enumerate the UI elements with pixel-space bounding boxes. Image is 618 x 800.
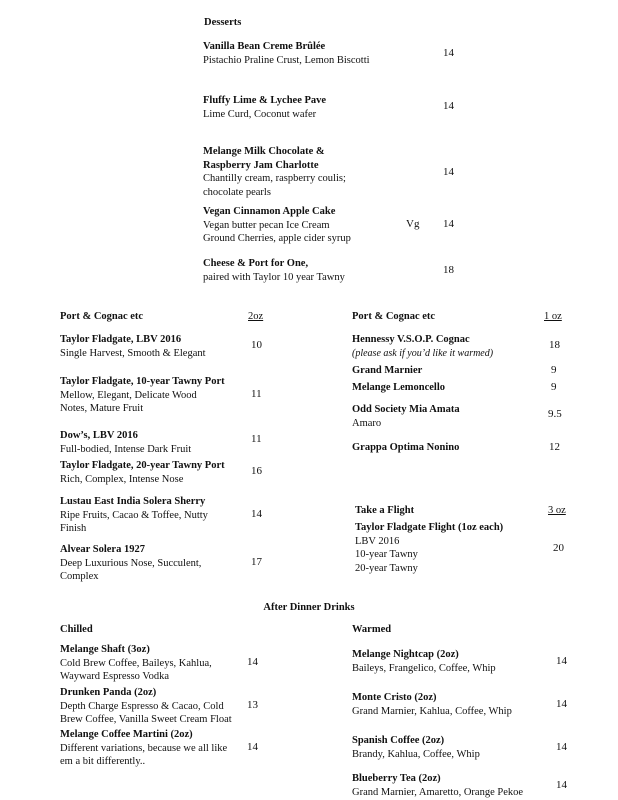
- port-price: 16: [251, 465, 262, 477]
- spirit-item: [352, 333, 493, 360]
- drink-name: Spanish Coffee (2oz): [352, 735, 445, 746]
- dessert-desc: Lime Curd, Coconut wafer: [203, 108, 317, 120]
- dessert-price: 14: [443, 166, 454, 178]
- port-price: 11: [251, 388, 262, 400]
- drink-price: 14: [247, 741, 258, 753]
- drink-price: 14: [556, 698, 567, 710]
- dessert-desc: Vegan butter pecan Ice Cream: [203, 219, 330, 231]
- flight-price: 20: [553, 542, 564, 554]
- warmed-heading: Warmed: [352, 624, 392, 635]
- port-desc: Notes, Mature Fruit: [60, 403, 144, 414]
- port-desc: Complex: [60, 571, 99, 582]
- drink-item: [352, 734, 480, 761]
- drink-price: 14: [556, 779, 567, 791]
- port-left-size: 2oz: [248, 311, 264, 322]
- spirit-price: 9.5: [548, 408, 562, 420]
- port-item: [60, 459, 225, 486]
- dessert-name: Vegan Cinnamon Apple Cake: [203, 206, 336, 217]
- port-desc: Full-bodied, Intense Dark Fruit: [60, 443, 192, 455]
- port-right-heading: Port & Cognac etc: [352, 311, 436, 322]
- flight-line: 10-year Tawny: [355, 549, 418, 560]
- port-price: 11: [251, 433, 262, 445]
- port-price: 10: [251, 339, 262, 351]
- drink-desc: em a bit differently..: [60, 756, 146, 767]
- dessert-name: Cheese & Port for One,: [203, 258, 309, 269]
- drink-item: [60, 686, 232, 727]
- dessert-desc: chocolate pearls: [203, 186, 271, 198]
- spirit-price: 9: [551, 364, 557, 376]
- dessert-desc: Ground Cherries, apple cider syrup: [203, 233, 351, 244]
- drink-item: [60, 728, 227, 769]
- dessert-name: Melange Milk Chocolate &: [203, 146, 325, 157]
- dessert-item: [203, 94, 326, 121]
- spirit-name: Odd Society Mia Amata: [352, 404, 460, 415]
- port-price: 14: [251, 508, 262, 520]
- drink-desc: Grand Marnier, Kahlua, Coffee, Whip: [352, 705, 512, 717]
- drink-desc: Different variations, because we all like: [60, 742, 228, 754]
- flight-line: LBV 2016: [355, 535, 400, 547]
- port-desc: Ripe Fruits, Cacao & Toffee, Nutty: [60, 509, 208, 521]
- port-left-heading: Port & Cognac etc: [60, 311, 144, 322]
- dessert-item: [203, 145, 346, 199]
- drink-desc: Cold Brew Coffee, Baileys, Kahlua,: [60, 657, 212, 669]
- flight-name: Taylor Fladgate Flight (1oz each): [355, 522, 504, 533]
- drink-name: Melange Shaft (3oz): [60, 644, 150, 655]
- port-desc: Deep Luxurious Nose, Succulent,: [60, 557, 202, 569]
- vegan-tag: Vg: [406, 218, 420, 230]
- drink-desc: Wayward Espresso Vodka: [60, 671, 169, 682]
- dessert-name: Raspberry Jam Charlotte: [203, 159, 319, 171]
- drink-price: 14: [556, 741, 567, 753]
- port-name: Taylor Fladgate, LBV 2016: [60, 334, 182, 345]
- drink-name: Monte Cristo (2oz): [352, 692, 437, 703]
- drink-name: Drunken Panda (2oz): [60, 687, 157, 698]
- drink-item: [352, 691, 512, 718]
- spirit-price: 12: [549, 441, 560, 453]
- flight-line: 20-year Tawny: [355, 562, 418, 574]
- drink-item: [60, 643, 212, 684]
- desserts-heading: Desserts: [204, 17, 242, 28]
- port-item: [60, 333, 206, 360]
- port-name: Taylor Fladgate, 20-year Tawny Port: [60, 460, 225, 471]
- port-price: 17: [251, 556, 262, 568]
- dessert-item: [203, 205, 351, 246]
- port-desc: Mellow, Elegant, Delicate Wood: [60, 389, 197, 401]
- spirit-price: 9: [551, 381, 557, 393]
- spirit-price: 18: [549, 339, 560, 351]
- dessert-desc: Chantilly cream, raspberry coulis;: [203, 173, 346, 184]
- drink-name: Blueberry Tea (2oz): [352, 773, 441, 784]
- drink-desc: Grand Marnier, Amaretto, Orange Pekoe: [352, 786, 524, 798]
- spirit-name: Hennessy V.S.O.P. Cognac: [352, 334, 470, 345]
- spirit-name: Grand Marnier: [352, 365, 423, 376]
- drink-price: 13: [247, 699, 258, 711]
- drink-desc: Brandy, Kahlua, Coffee, Whip: [352, 748, 480, 760]
- spirit-desc: Amaro: [352, 417, 382, 429]
- port-desc: Rich, Complex, Intense Nose: [60, 473, 184, 485]
- dessert-price: 18: [443, 264, 454, 276]
- spirit-name: Melange Lemoncello: [352, 382, 446, 393]
- port-item: [60, 543, 201, 584]
- dessert-price: 14: [443, 218, 454, 230]
- port-name: Lustau East India Solera Sherry: [60, 496, 206, 507]
- dessert-item: [203, 40, 370, 67]
- drink-item: [352, 772, 523, 799]
- spirit-name: Grappa Optima Nonino: [352, 442, 460, 453]
- port-item: [60, 375, 225, 416]
- port-item: [60, 429, 191, 456]
- flight-item: [355, 521, 503, 575]
- port-item: [60, 495, 208, 536]
- drink-desc: Brew Coffee, Vanilla Sweet Cream Float: [60, 714, 232, 725]
- port-name: Dow’s, LBV 2016: [60, 430, 138, 441]
- chilled-heading: Chilled: [60, 624, 93, 635]
- dessert-desc: paired with Taylor 10 year Tawny: [203, 271, 345, 283]
- port-desc: Finish: [60, 523, 87, 534]
- flight-size: 3 oz: [548, 505, 566, 516]
- flight-heading: Take a Flight: [355, 505, 415, 516]
- dessert-desc: Pistachio Praline Crust, Lemon Biscotti: [203, 54, 370, 66]
- dessert-name: Fluffy Lime & Lychee Pave: [203, 95, 327, 106]
- port-name: Taylor Fladgate, 10-year Tawny Port: [60, 376, 225, 387]
- dessert-item: [203, 257, 345, 284]
- dessert-name: Vanilla Bean Creme Brûlée: [203, 41, 326, 52]
- drink-name: Melange Nightcap (2oz): [352, 649, 459, 660]
- port-desc: Single Harvest, Smooth & Elegant: [60, 347, 206, 359]
- drink-desc: Depth Charge Espresso & Cacao, Cold: [60, 700, 224, 712]
- drink-desc: Baileys, Frangelico, Coffee, Whip: [352, 662, 496, 674]
- drink-name: Melange Coffee Martini (2oz): [60, 729, 193, 740]
- dessert-price: 14: [443, 100, 454, 112]
- drink-item: [352, 648, 496, 675]
- port-name: Alvear Solera 1927: [60, 544, 145, 555]
- drink-price: 14: [247, 656, 258, 668]
- port-right-size: 1 oz: [544, 311, 562, 322]
- spirit-note: (please ask if you’d like it warmed): [352, 347, 494, 359]
- drink-price: 14: [556, 655, 567, 667]
- dessert-price: 14: [443, 47, 454, 59]
- spirit-item: [352, 403, 460, 430]
- after-dinner-heading: After Dinner Drinks: [263, 602, 355, 613]
